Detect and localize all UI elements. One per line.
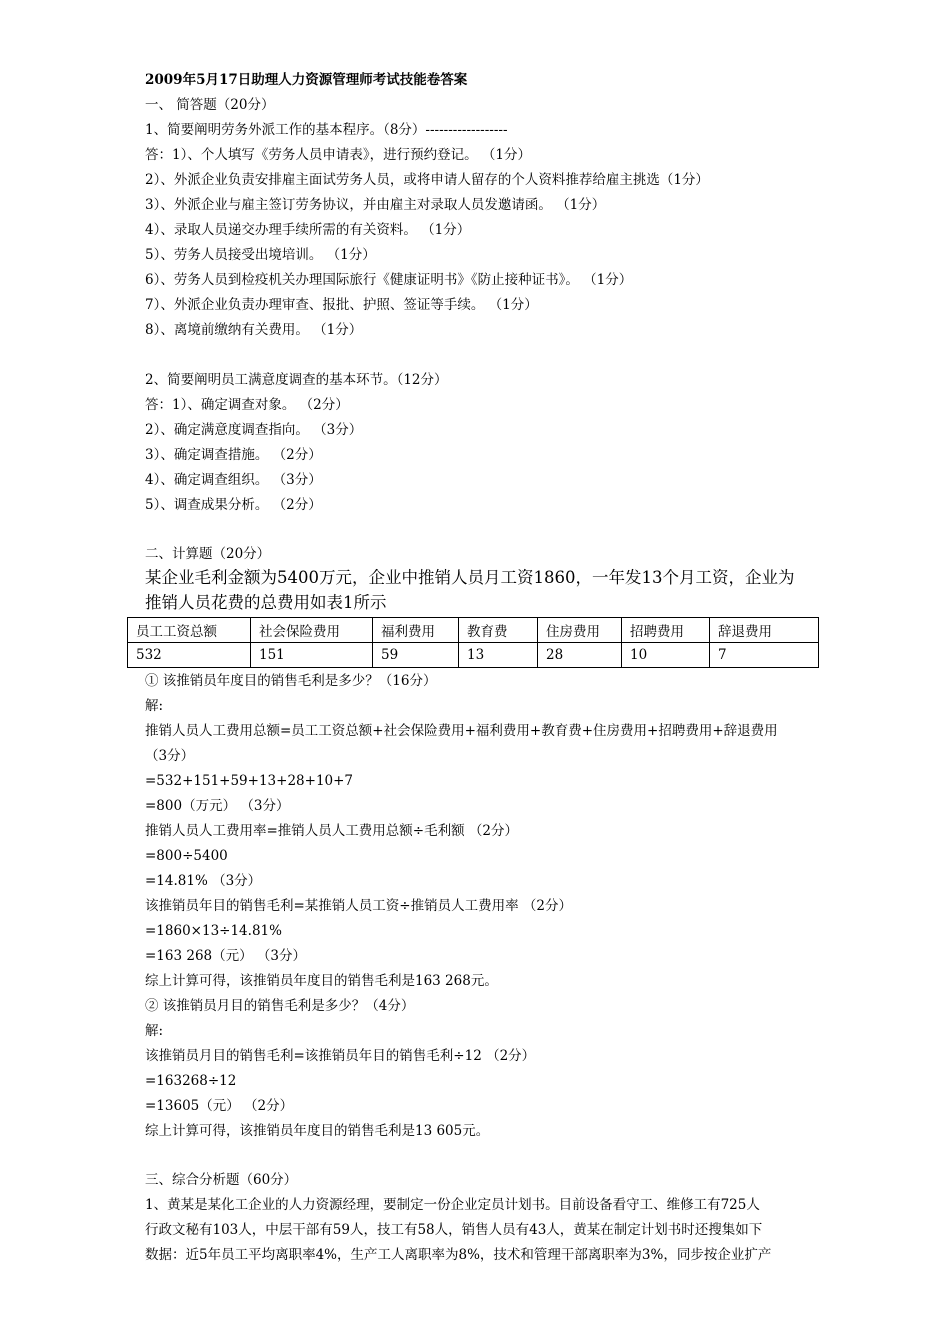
calc-line: =14.81% （3分） [145,873,262,889]
case-text-line: 数据：近5年员工平均离职率4%，生产工人离职率为8%，技术和管理干部离职率为3%，同步按企业扩产 [145,1247,772,1263]
subquestion-1: ① 该推销员年度目的销售毛利是多少？（16分） [145,673,437,689]
table-header-cell: 员工工资总额 [128,618,251,643]
question-2-text: 2、简要阐明员工满意度调查的基本环节。（12分） [145,372,448,388]
table-header-cell: 住房费用 [538,618,622,643]
calc-line: =13605（元） （2分） [145,1098,294,1114]
answer-2-line-4: 4）、确定调查组织。 （3分） [145,472,322,488]
calc-conclusion: 综上计算可得，该推销员年度目的销售毛利是163 268元。 [145,973,498,989]
table-cell: 532 [128,643,251,668]
answer-1-line-4: 4）、录取人员递交办理手续所需的有关资料。 （1分） [145,222,471,238]
answer-1-line-7: 7）、外派企业负责办理审查、报批、护照、签证等手续。 （1分） [145,297,538,313]
problem-intro-line-1: 某企业毛利金额为5400万元，企业中推销人员月工资1860，一年发13个月工资，企业为 [145,568,795,587]
table-cell: 10 [622,643,710,668]
calc-line: =163268÷12 [145,1073,237,1089]
answer-1-line-1: 答：1）、个人填写《劳务人员申请表》，进行预约登记。 （1分） [145,147,531,163]
expense-table [127,617,819,668]
answer-1-line-3: 3）、外派企业与雇主签订劳务协议，并由雇主对录取人员发邀请函。 （1分） [145,197,606,213]
table-row [128,643,819,668]
section-1-heading: 一、 简答题（20分） [145,97,275,113]
section-3-heading: 三、综合分析题（60分） [145,1172,298,1188]
table-cell: 28 [538,643,622,668]
answer-2-line-1: 答：1）、确定调查对象。 （2分） [145,397,349,413]
document-title: 2009年5月17日助理人力资源管理师考试技能卷答案 [145,72,468,88]
table-cell: 7 [710,643,819,668]
section-2-heading: 二、计算题（20分） [145,546,271,562]
calc-line: =800（万元） （3分） [145,798,290,814]
table-header-row [128,618,819,643]
table-cell: 59 [373,643,459,668]
calc-line: =163 268（元） （3分） [145,948,307,964]
table-header-cell: 招聘费用 [622,618,710,643]
table-header-cell: 教育费 [459,618,538,643]
calc-line: 该推销员年目的销售毛利=某推销人员工资÷推销员人工费用率 （2分） [145,898,573,914]
calc-line: 推销人员人工费用率=推销人员人工费用总额÷毛利额 （2分） [145,823,519,839]
table-header-cell: 福利费用 [373,618,459,643]
answer-1-line-6: 6）、劳务人员到检疫机关办理国际旅行《健康证明书》《防止接种证书》。 （1分） [145,272,633,288]
answer-2-line-2: 2）、确定满意度调查指向。 （3分） [145,422,363,438]
table-header-cell: 辞退费用 [710,618,819,643]
solution-label: 解: [145,1023,164,1039]
calc-line: =800÷5400 [145,848,228,864]
calc-line: =1860×13÷14.81% [145,923,282,939]
calc-line: （3分） [145,748,195,764]
table-header-cell: 社会保险费用 [251,618,373,643]
answer-1-line-8: 8）、离境前缴纳有关费用。 （1分） [145,322,363,338]
calc-line: =532+151+59+13+28+10+7 [145,773,354,789]
table-cell: 13 [459,643,538,668]
calc-conclusion: 综上计算可得，该推销员年度目的销售毛利是13 605元。 [145,1123,490,1139]
case-text-line: 行政文秘有103人，中层干部有59人，技工有58人，销售人员有43人，黄某在制定计划书时还搜集如下 [145,1222,763,1238]
table-cell: 151 [251,643,373,668]
answer-2-line-5: 5）、调查成果分析。 （2分） [145,497,322,513]
calc-line: 推销人员人工费用总额=员工工资总额+社会保险费用+福利费用+教育费+住房费用+招聘费用+辞退费用 [145,723,778,739]
answer-2-line-3: 3）、确定调查措施。 （2分） [145,447,322,463]
calc-line: 该推销员月目的销售毛利=该推销员年目的销售毛利÷12 （2分） [145,1048,536,1064]
subquestion-2: ② 该推销员月目的销售毛利是多少？（4分） [145,998,415,1014]
solution-label: 解: [145,698,164,714]
case-text-line: 1、黄某是某化工企业的人力资源经理，要制定一份企业定员计划书。目前设备看守工、维修工有725人 [145,1197,760,1213]
answer-1-line-2: 2）、外派企业负责安排雇主面试劳务人员，或将申请人留存的个人资料推荐给雇主挑选（1分） [145,172,709,188]
problem-intro-line-2: 推销人员花费的总费用如表1所示 [145,593,387,612]
answer-1-line-5: 5）、劳务人员接受出境培训。 （1分） [145,247,376,263]
question-1-text: 1、简要阐明劳务外派工作的基本程序。（8分）------------------ [145,122,508,138]
